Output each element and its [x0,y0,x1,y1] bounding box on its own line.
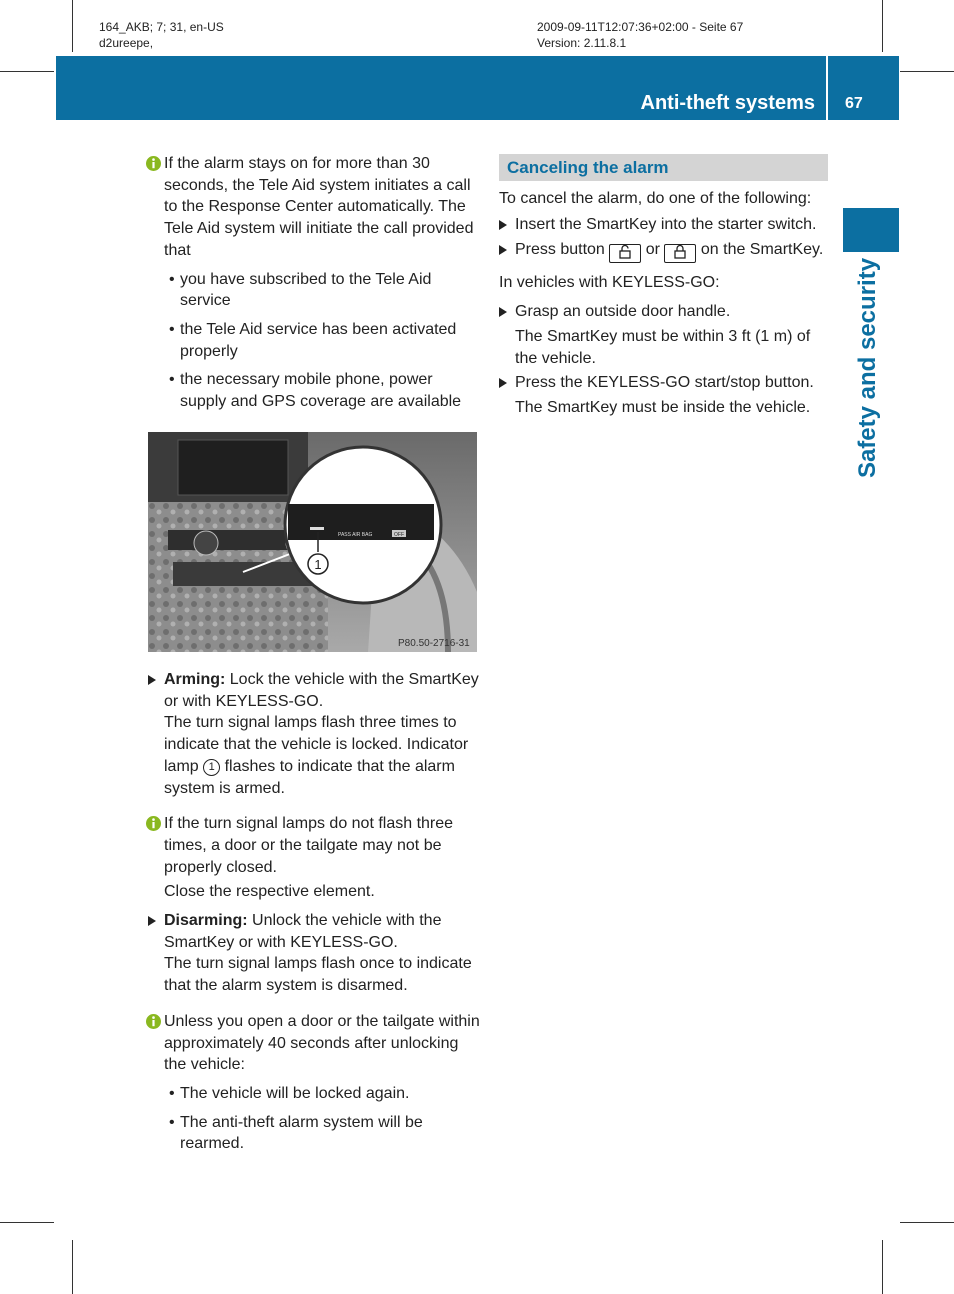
arming-label: Arming: [164,671,226,688]
list-item: • The anti-theft alarm system will be rearmed. [164,1112,480,1155]
print-meta-right [537,19,743,51]
step-text: Insert the SmartKey into the starter switch. [515,215,817,233]
arming-text: Lock the vehicle with the SmartKey or with KEYLESS-GO. [164,671,479,710]
section-heading: Canceling the alarm [499,154,828,181]
step-text: Grasp an outside door handle. [515,303,731,321]
dashboard-photo [148,432,477,652]
step-text: Press the KEYLESS-GO start/stop button. [515,374,814,392]
crop-mark [900,1222,954,1223]
left-column-lower [164,669,480,1155]
arming-detail-after: flashes to indicate that the alarm system is armed. [164,757,455,797]
arming-detail: The turn signal lamps flash three times to indicate that the vehicle is locked. Indicator lamp [164,714,469,775]
step-insert-key [499,214,831,236]
info-note [164,153,480,262]
step-or: or [645,241,660,259]
meta-right-line2: Version: 2.11.8.1 [537,36,627,50]
arrow-bullet-icon [148,916,156,926]
step-note: The SmartKey must be within 3 ft (1 m) of the vehicle. [515,327,811,367]
keyless-intro: In vehicles with KEYLESS-GO: [499,274,720,292]
arming-step [164,669,480,799]
chapter-tab [843,208,899,252]
left-column [164,153,480,413]
info-followup: Close the respective element. [164,883,375,901]
unlock-key-icon [609,244,641,263]
page-number: 67 [845,95,863,112]
crop-mark [72,0,73,52]
chapter-label: Safety and security [854,257,881,479]
step-text: Press button [515,241,605,259]
crop-mark [0,1222,54,1223]
crop-mark [72,1240,73,1294]
step-note: The SmartKey must be inside the vehicle. [515,398,811,416]
step-press-start-stop [499,372,831,394]
list-item: • The vehicle will be locked again. [164,1083,480,1105]
arrow-bullet-icon [499,307,507,317]
lock-key-icon [664,244,696,263]
info-note [164,1011,480,1076]
disarming-text: Unlock the vehicle with the SmartKey or with KEYLESS-GO. [164,912,442,951]
info-text: If the turn signal lamps do not flash three times, a door or the tailgate may not be properly closed. [164,815,454,876]
disarming-step [164,910,480,997]
page-header [56,56,899,120]
crop-mark [900,71,954,72]
list-item: • you have subscribed to the Tele Aid service [164,269,480,312]
airbag-off-badge: OFF [394,532,404,538]
info-icon [146,156,161,171]
list-item: • the Tele Aid service has been activated properly [164,319,480,362]
meta-right-line1: 2009-09-11T12:07:36+02:00 - Seite 67 [537,20,744,34]
arrow-bullet-icon [499,245,507,255]
airbag-panel-label: PASS AIR BAG [338,532,373,538]
list-item: • the necessary mobile phone, power supply and GPS coverage are available [164,369,480,412]
callout-number: 1 [314,557,322,572]
info-icon [146,816,161,831]
arrow-bullet-icon [499,378,507,388]
meta-left-line1: 164_AKB; 7; 31, en-US [99,20,224,34]
header-divider [826,56,828,120]
page-title: Anti-theft systems [640,92,815,114]
step-press-button [499,239,831,263]
dashboard-illustration [148,432,477,652]
disarming-detail: The turn signal lamps flash once to indicate that the alarm system is disarmed. [164,955,472,995]
crop-mark [882,1240,883,1294]
step-text-after: on the SmartKey. [700,241,824,259]
step-grasp-handle [499,301,831,323]
info-icon [146,1014,161,1029]
crop-mark [0,71,54,72]
info-text: If the alarm stays on for more than 30 seconds, the Tele Aid system initiates a call to the Response Center automatically. The Tele Aid system will initiate the call provided that [164,155,474,259]
crop-mark [882,0,883,52]
meta-left-line2: d2ureepe, [99,36,154,50]
info-text: Unless you open a door or the tailgate within approximately 40 seconds after unlocking the vehicle: [164,1012,480,1074]
figure-code: P80.50-2716-31 [398,638,470,649]
disarming-label: Disarming: [164,912,248,930]
right-column [499,188,831,419]
section-intro: To cancel the alarm, do one of the following: [499,190,812,207]
info-note [164,813,480,878]
arrow-bullet-icon [148,675,156,685]
print-meta-left [99,19,224,51]
callout-1-icon: 1 [203,759,220,776]
arrow-bullet-icon [499,220,507,230]
